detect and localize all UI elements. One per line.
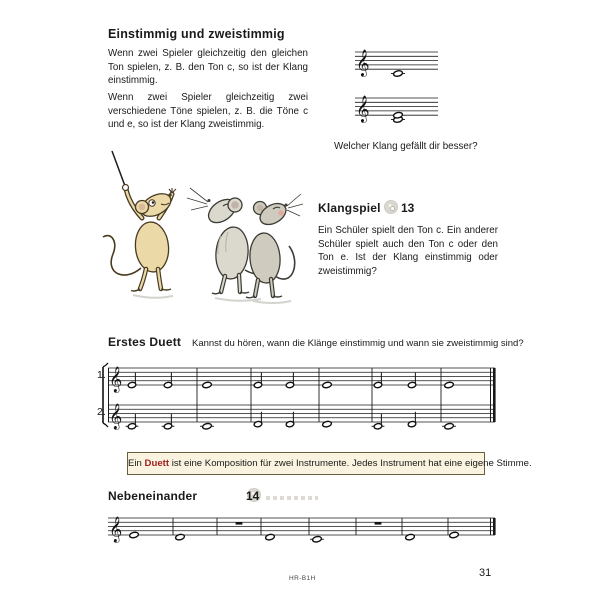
- footer-code: HR-B1H: [289, 575, 316, 582]
- svg-text:𝄞: 𝄞: [356, 96, 370, 123]
- voice-1-label: 1.: [97, 369, 106, 381]
- svg-text:𝄞: 𝄞: [109, 516, 123, 543]
- conductor-mouse: [103, 151, 176, 298]
- staff-example-zweistimmig: [352, 90, 448, 134]
- duet-staff-system: [90, 362, 504, 430]
- paragraph-einstimmig: Wenn zwei Spieler gleichzeitig den gleichen Ton spielen, z. B. den Ton c, so ist der Klang einstimmig.: [108, 48, 308, 87]
- cd-icon: [384, 200, 398, 214]
- info-box: [127, 452, 532, 475]
- nebeneinander-title: Nebeneinander: [108, 489, 198, 503]
- svg-text:𝄞: 𝄞: [109, 366, 123, 393]
- baton-icon: [112, 151, 125, 186]
- info-box-text-pre: Ein: [128, 458, 145, 469]
- klangspiel-text: Ein Schüler spielt den Ton c. Ein anderer Schüler spielt auch den Ton c oder den Ton e. Ist der Klang einstimmig oder zweistimmig?: [318, 225, 498, 277]
- singing-mice: [187, 188, 303, 303]
- info-box-text-post: ist eine Komposition für zwei Instrumente. Jedes Instrument hat eine eigene Stimme.: [169, 458, 532, 469]
- klangspiel-title: Klangspiel: [318, 201, 381, 215]
- track-dashes: [266, 496, 318, 500]
- mice-illustration: [95, 148, 300, 308]
- svg-text:𝄞: 𝄞: [109, 403, 123, 430]
- staff-example-einstimmig: [352, 44, 448, 88]
- nebeneinander-staff: [90, 508, 510, 552]
- paragraph-zweistimmig: Wenn zwei Spieler gleichzeitig zwei verschiedene Töne spielen, z. B. die Töne c und e, so ist der Klang zweistimmig.: [108, 92, 308, 131]
- page-number: 31: [479, 567, 492, 579]
- nebeneinander-track-number: 14: [246, 489, 260, 503]
- page-title: Einstimmig und zweistimmig: [108, 27, 285, 41]
- voice-2-label: 2.: [97, 406, 106, 418]
- duett-question: Kannst du hören, wann die Klänge einstimmig und wann sie zweistimmig sind?: [192, 337, 524, 349]
- cd-hole-icon: [390, 206, 395, 211]
- question-welcher-klang: Welcher Klang gefällt dir besser?: [334, 141, 478, 152]
- duett-title: Erstes Duett: [108, 335, 182, 349]
- svg-text:𝄞: 𝄞: [356, 50, 370, 77]
- klangspiel-track-number: 13: [401, 201, 415, 215]
- info-box-term: Duett: [144, 458, 170, 469]
